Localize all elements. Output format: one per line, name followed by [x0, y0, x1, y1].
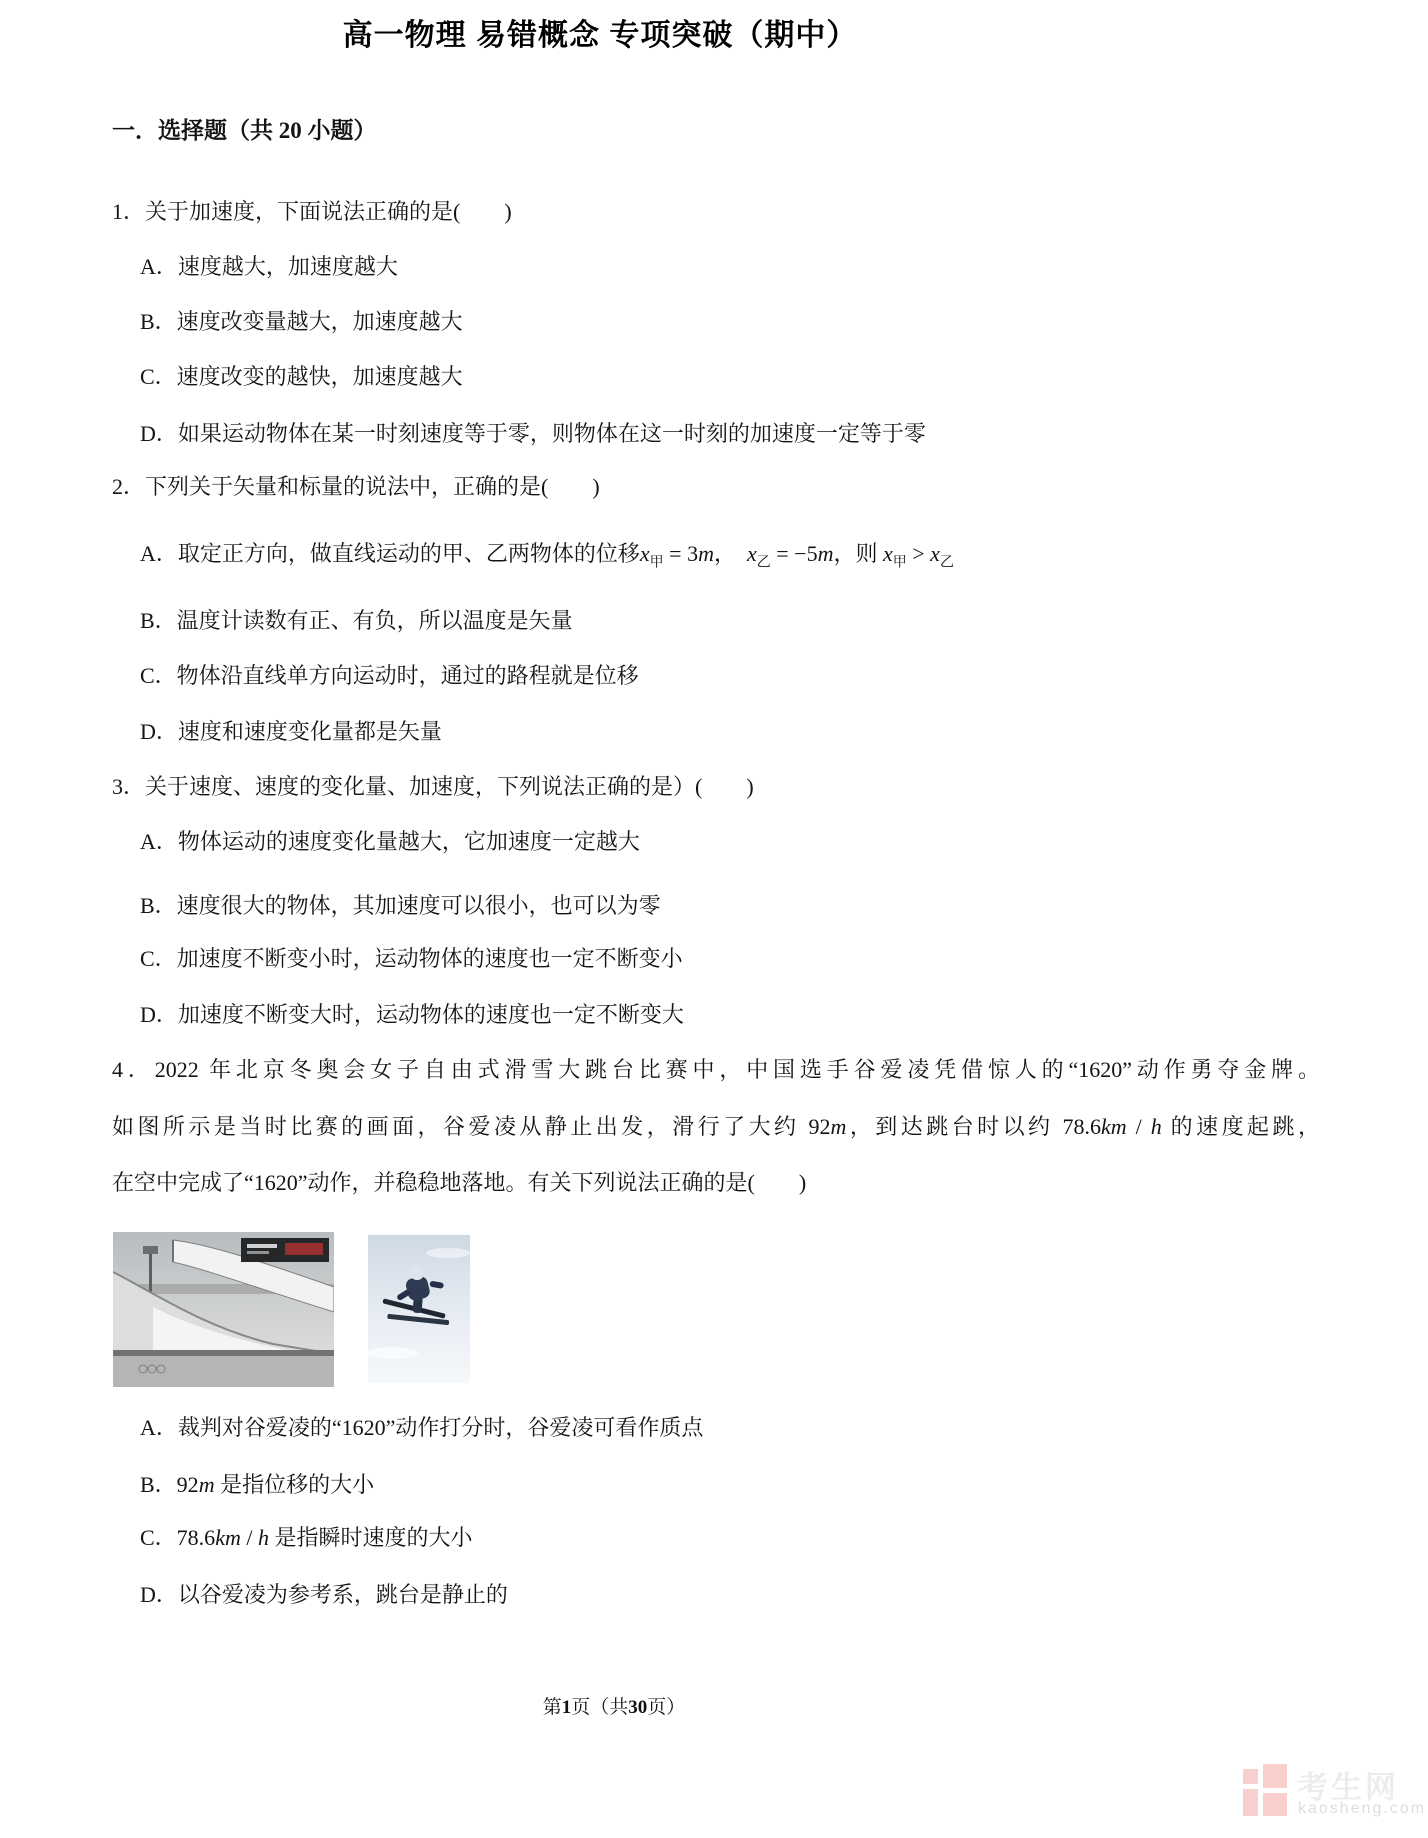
watermark-site-name: 考生网 — [1297, 1770, 1399, 1805]
question-2-option-c: C．物体沿直线单方向运动时，通过的路程就是位移 — [140, 663, 639, 688]
question-1-option-d: D．如果运动物体在某一时刻速度等于零，则物体在这一时刻的加速度一定等于零 — [140, 421, 926, 446]
question-1-option-a: A．速度越大，加速度越大 — [140, 254, 398, 279]
big-air-venue-photo — [113, 1232, 334, 1387]
question-2-option-b: B．温度计读数有正、有负，所以温度是矢量 — [140, 608, 573, 633]
question-4-option-a: A．裁判对谷爱凌的“1620”动作打分时，谷爱凌可看作质点 — [140, 1415, 704, 1440]
page-number-footer: 第1页（共30页） — [542, 1697, 686, 1718]
watermark-logo-block — [1263, 1764, 1287, 1788]
question-4-stem-line-3: 在空中完成了“1620”动作，并稳稳地落地。有关下列说法正确的是( ) — [112, 1170, 807, 1195]
question-4-stem-line-1: 4．2022 年北京冬奥会女子自由式滑雪大跳台比赛中，中国选手谷爱凌凭借惊人的“1620”动作勇夺金牌。 — [112, 1057, 1320, 1082]
question-3-option-c: C．加速度不断变小时，运动物体的速度也一定不断变小 — [140, 946, 683, 971]
question-1-option-b: B．速度改变量越大，加速度越大 — [140, 309, 463, 334]
skier-midair-photo — [368, 1235, 470, 1383]
page-title: 高一物理 易错概念 专项突破（期中） — [342, 19, 858, 52]
kaosheng-watermark — [1243, 1764, 1428, 1836]
question-2-option-d: D．速度和速度变化量都是矢量 — [140, 719, 442, 744]
question-4-option-d: D．以谷爱凌为参考系，跳台是静止的 — [140, 1582, 508, 1607]
question-3-option-b: B．速度很大的物体，其加速度可以很小，也可以为零 — [140, 893, 661, 918]
watermark-site-domain: kaosheng.com — [1298, 1800, 1427, 1817]
question-1-stem: 1．关于加速度，下面说法正确的是( ) — [112, 199, 512, 224]
question-3-stem: 3．关于速度、速度的变化量、加速度，下列说法正确的是）( ) — [112, 774, 754, 799]
question-1-option-c: C．速度改变的越快，加速度越大 — [140, 364, 463, 389]
question-4-option-b: B．92m 是指位移的大小 — [140, 1472, 375, 1497]
question-2-option-a: A．取定正方向，做直线运动的甲、乙两物体的位移$x_甲 = 3m$， $x_乙 = -5m$，则 $x_甲 > x_乙$ — [140, 541, 954, 571]
question-3-option-d: D．加速度不断变大时，运动物体的速度也一定不断变大 — [140, 1002, 684, 1027]
question-4-stem-line-2: 如图所示是当时比赛的画面，谷爱凌从静止出发，滑行了大约 92m，到达跳台时以约 78.6km / h 的速度起跳， — [112, 1114, 1320, 1139]
watermark-logo-block — [1243, 1789, 1258, 1816]
section-heading: 一．选择题（共 20 小题） — [112, 118, 377, 143]
question-4-option-c: C．78.6km / h 是指瞬时速度的大小 — [140, 1525, 473, 1550]
question-2-stem: 2．下列关于矢量和标量的说法中，正确的是( ) — [112, 474, 600, 499]
watermark-logo-block — [1243, 1769, 1258, 1784]
watermark-logo-block — [1263, 1793, 1287, 1816]
question-3-option-a: A．物体运动的速度变化量越大，它加速度一定越大 — [140, 829, 640, 854]
